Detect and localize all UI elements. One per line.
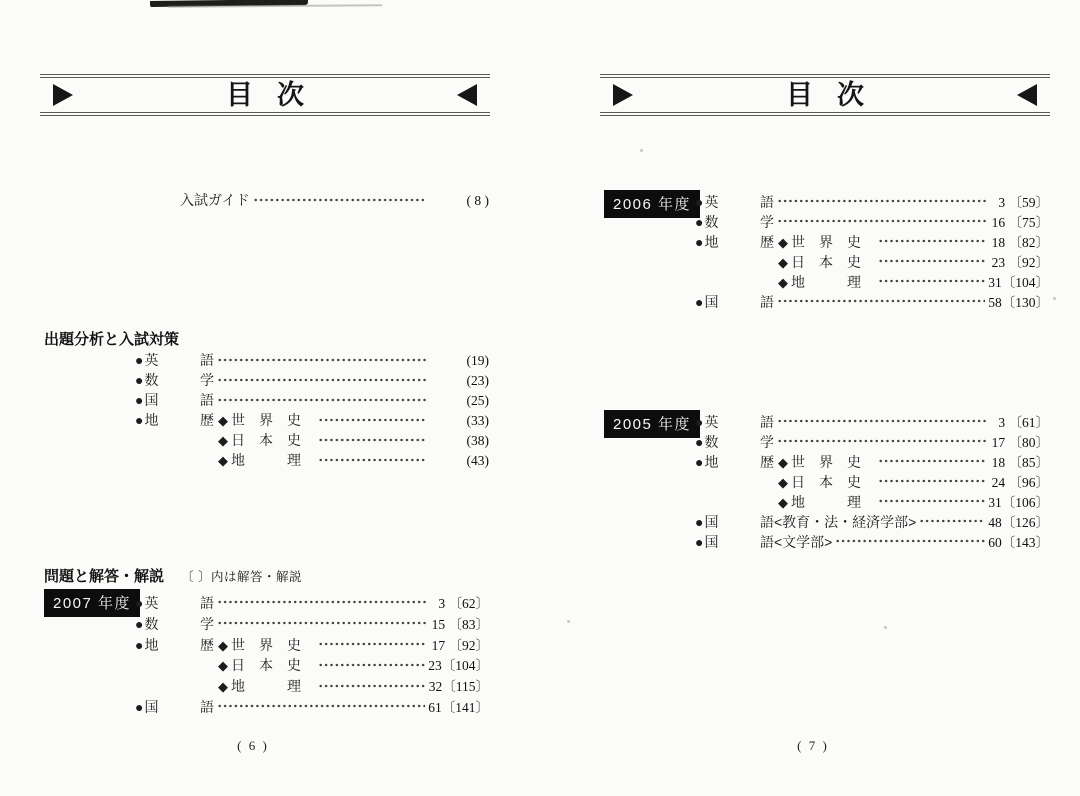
- row-lead: ●数: [135, 615, 160, 632]
- row-lead: ●数: [695, 214, 720, 230]
- section-heading-problems: [44, 565, 302, 586]
- diamond-bullet-icon: ◆: [218, 637, 228, 653]
- toc-row: [135, 634, 489, 655]
- row-lead: ●地: [695, 234, 720, 250]
- sub-char: 日: [231, 657, 245, 674]
- row-lead: ●国: [135, 698, 160, 715]
- dot-leader: [834, 535, 985, 547]
- toc-row-guide: [180, 190, 489, 210]
- dot-leader: [216, 374, 426, 386]
- row-page-number: (43): [466, 453, 489, 468]
- row-lead: ●英: [135, 352, 160, 368]
- sub-char: 世: [791, 454, 805, 470]
- row-label: 語: [200, 392, 214, 408]
- row-label: 学: [200, 372, 214, 388]
- sub-char: 地: [791, 494, 805, 510]
- row-page-number: ( 8 ): [466, 193, 489, 208]
- row-page-number: 48〔126〕: [988, 515, 1049, 530]
- row-page-number: 3 〔59〕: [998, 195, 1049, 210]
- sub-char: 史: [847, 474, 861, 490]
- folio-page-number: ( 7 ): [797, 738, 829, 753]
- diamond-bullet-icon: ◆: [778, 455, 788, 470]
- row-lead: ●数: [135, 372, 160, 388]
- row-label: 語: [200, 698, 214, 715]
- toc-row: [135, 613, 489, 634]
- row-lead: ●数: [695, 434, 720, 450]
- toc-row: [135, 370, 489, 390]
- rows-2005: [695, 411, 1049, 551]
- sub-char: 界: [259, 636, 273, 653]
- sub-char: 史: [847, 454, 861, 470]
- row-lead: ●英: [695, 414, 720, 430]
- dot-leader: [776, 215, 986, 227]
- row-label: 学: [760, 434, 774, 450]
- row-lead: ●国: [135, 392, 160, 408]
- sub-char: 本: [259, 657, 273, 674]
- row-page-number: (25): [466, 393, 489, 408]
- diamond-bullet-icon: ◆: [218, 453, 228, 468]
- sub-char: 世: [231, 636, 245, 653]
- dot-leader: [776, 435, 986, 447]
- sub-char: 地: [231, 678, 245, 695]
- heading-text: 問題と解答・解説: [44, 568, 165, 585]
- scan-speck: [1053, 297, 1056, 300]
- sub-char: 日: [791, 474, 805, 490]
- row-page-number: (19): [466, 353, 489, 368]
- dot-leader: [918, 515, 985, 527]
- toc-row: [695, 511, 1049, 531]
- dot-leader: [877, 455, 986, 467]
- diamond-bullet-icon: ◆: [218, 679, 228, 695]
- toc-row: [695, 271, 1049, 291]
- heading-note: 〔 〕内は解答・解説: [181, 570, 302, 584]
- sub-char: 史: [287, 657, 301, 674]
- heading-text: 出題分析と入試対策: [44, 331, 180, 348]
- dot-leader: [776, 195, 986, 207]
- toc-row: [695, 531, 1049, 551]
- page-title: 目次: [786, 80, 888, 110]
- row-page-number: 60〔143〕: [988, 535, 1049, 550]
- toc-row: [135, 390, 489, 410]
- year-badge-2006: 2006 年度: [604, 190, 700, 218]
- sub-char: 理: [287, 452, 301, 468]
- row-page-number: 31〔104〕: [988, 275, 1049, 290]
- row-label: 歴: [760, 454, 774, 470]
- row-page-number: 18 〔85〕: [991, 455, 1049, 470]
- sub-char: 界: [259, 412, 273, 428]
- diamond-bullet-icon: ◆: [218, 658, 228, 674]
- row-page-number: (38): [466, 433, 489, 448]
- sub-char: 日: [791, 254, 805, 270]
- sub-char: 本: [819, 474, 833, 490]
- row-page-number: 17 〔80〕: [991, 435, 1049, 450]
- toc-row: [135, 592, 489, 613]
- folio-page-number: ( 6 ): [237, 738, 269, 753]
- row-label: 語: [760, 294, 774, 310]
- problems-rows: [135, 592, 489, 717]
- dot-leader: [877, 255, 986, 267]
- rows-2006: [695, 191, 1049, 311]
- sub-char: 史: [847, 254, 861, 270]
- row-page-number: 17 〔92〕: [431, 637, 489, 653]
- diamond-bullet-icon: ◆: [778, 235, 788, 250]
- dot-leader: [317, 434, 426, 446]
- row-lead: ●国: [695, 294, 720, 310]
- row-label: 語: [200, 595, 214, 611]
- row-lead: ●地: [135, 636, 160, 653]
- sub-char: 地: [791, 274, 805, 290]
- row-page-number: 23 〔92〕: [991, 255, 1049, 270]
- sub-char: 地: [231, 452, 245, 468]
- row-label: 語<教育・法・経済学部>: [760, 514, 917, 530]
- toc-banner: [40, 74, 490, 116]
- row-page-number: 3 〔61〕: [998, 415, 1049, 430]
- diamond-bullet-icon: ◆: [218, 413, 228, 428]
- row-label: 歴: [200, 412, 214, 428]
- row-page-number: 15 〔83〕: [431, 616, 489, 632]
- toc-row: [135, 696, 489, 717]
- year-badge-2007: 2007 年度: [44, 589, 140, 617]
- sub-char: 界: [819, 234, 833, 250]
- sub-char: 世: [231, 412, 245, 428]
- sub-char: 日: [231, 432, 245, 448]
- diamond-bullet-icon: ◆: [778, 475, 788, 490]
- right-page: [600, 0, 1050, 796]
- toc-row: [695, 211, 1049, 231]
- toc-row: [695, 491, 1049, 511]
- dot-leader: [317, 638, 426, 650]
- sub-char: 本: [819, 254, 833, 270]
- toc-row: [695, 291, 1049, 311]
- dot-leader: [216, 617, 426, 629]
- left-page: [40, 0, 490, 796]
- sub-char: 本: [259, 432, 273, 448]
- sub-char: 理: [287, 678, 301, 695]
- row-page-number: 23〔104〕: [428, 658, 489, 674]
- row-page-number: 3 〔62〕: [438, 596, 489, 611]
- toc-row: [695, 451, 1049, 471]
- toc-row: [695, 251, 1049, 271]
- dot-leader: [216, 596, 426, 608]
- sub-char: 理: [847, 494, 861, 510]
- toc-row: [135, 675, 489, 696]
- toc-row: [135, 350, 489, 370]
- page-title: 目次: [226, 80, 328, 110]
- row-page-number: 61〔141〕: [428, 699, 489, 715]
- row-lead: ●国: [695, 514, 720, 530]
- row-lead: ●地: [695, 454, 720, 470]
- row-label: 学: [200, 615, 214, 632]
- sub-char: 史: [287, 432, 301, 448]
- scan-speck: [567, 620, 570, 623]
- dot-leader: [317, 680, 426, 692]
- row-page-number: 16 〔75〕: [991, 215, 1049, 230]
- dot-leader: [877, 475, 986, 487]
- dot-leader: [776, 415, 986, 427]
- row-label: 歴: [200, 636, 214, 653]
- row-page-number: 18 〔82〕: [991, 235, 1049, 250]
- dot-leader: [216, 354, 426, 366]
- row-lead: ●国: [695, 534, 720, 550]
- dot-leader: [216, 394, 426, 406]
- row-page-number: 32〔115〕: [428, 679, 489, 695]
- toc-row: [695, 471, 1049, 491]
- row-label: 歴: [760, 234, 774, 250]
- row-label: 語<文学部>: [760, 534, 833, 550]
- toc-row: [135, 654, 489, 675]
- sub-char: 史: [287, 412, 301, 428]
- toc-row: [695, 431, 1049, 451]
- toc-row: [695, 411, 1049, 431]
- toc-row: [695, 231, 1049, 251]
- diamond-bullet-icon: ◆: [778, 495, 788, 510]
- row-label: 学: [760, 214, 774, 230]
- diamond-bullet-icon: ◆: [778, 255, 788, 270]
- dot-leader: [877, 495, 985, 507]
- row-page-number: (33): [466, 413, 489, 428]
- row-lead: ●英: [135, 595, 160, 611]
- toc-banner: [600, 74, 1050, 116]
- toc-row: [135, 410, 489, 430]
- row-page-number: (23): [466, 373, 489, 388]
- row-page-number: 31〔106〕: [988, 495, 1049, 510]
- diamond-bullet-icon: ◆: [778, 275, 788, 290]
- diamond-bullet-icon: ◆: [218, 433, 228, 448]
- dot-leader: [317, 454, 426, 466]
- dot-leader: [216, 700, 425, 712]
- dot-leader: [252, 194, 426, 206]
- dot-leader: [877, 275, 985, 287]
- dot-leader: [776, 295, 985, 307]
- year-badge-2005: 2005 年度: [604, 410, 700, 438]
- sub-char: 史: [287, 636, 301, 653]
- sub-char: 界: [819, 454, 833, 470]
- dot-leader: [877, 235, 986, 247]
- row-label: 語: [760, 194, 774, 210]
- row-page-number: 24 〔96〕: [991, 475, 1049, 490]
- sub-char: 世: [791, 234, 805, 250]
- toc-row: [135, 450, 489, 470]
- row-label: 語: [760, 414, 774, 430]
- sub-char: 史: [847, 234, 861, 250]
- row-lead: ●地: [135, 412, 160, 428]
- dot-leader: [317, 659, 425, 671]
- analysis-rows: [135, 350, 489, 470]
- toc-row: [135, 430, 489, 450]
- dot-leader: [317, 414, 426, 426]
- section-heading-analysis: [44, 328, 179, 349]
- toc-row: [695, 191, 1049, 211]
- row-label: 語: [200, 352, 214, 368]
- sub-char: 理: [847, 274, 861, 290]
- row-label: 入試ガイド: [180, 192, 250, 208]
- row-lead: ●英: [695, 194, 720, 210]
- row-page-number: 58〔130〕: [988, 295, 1049, 310]
